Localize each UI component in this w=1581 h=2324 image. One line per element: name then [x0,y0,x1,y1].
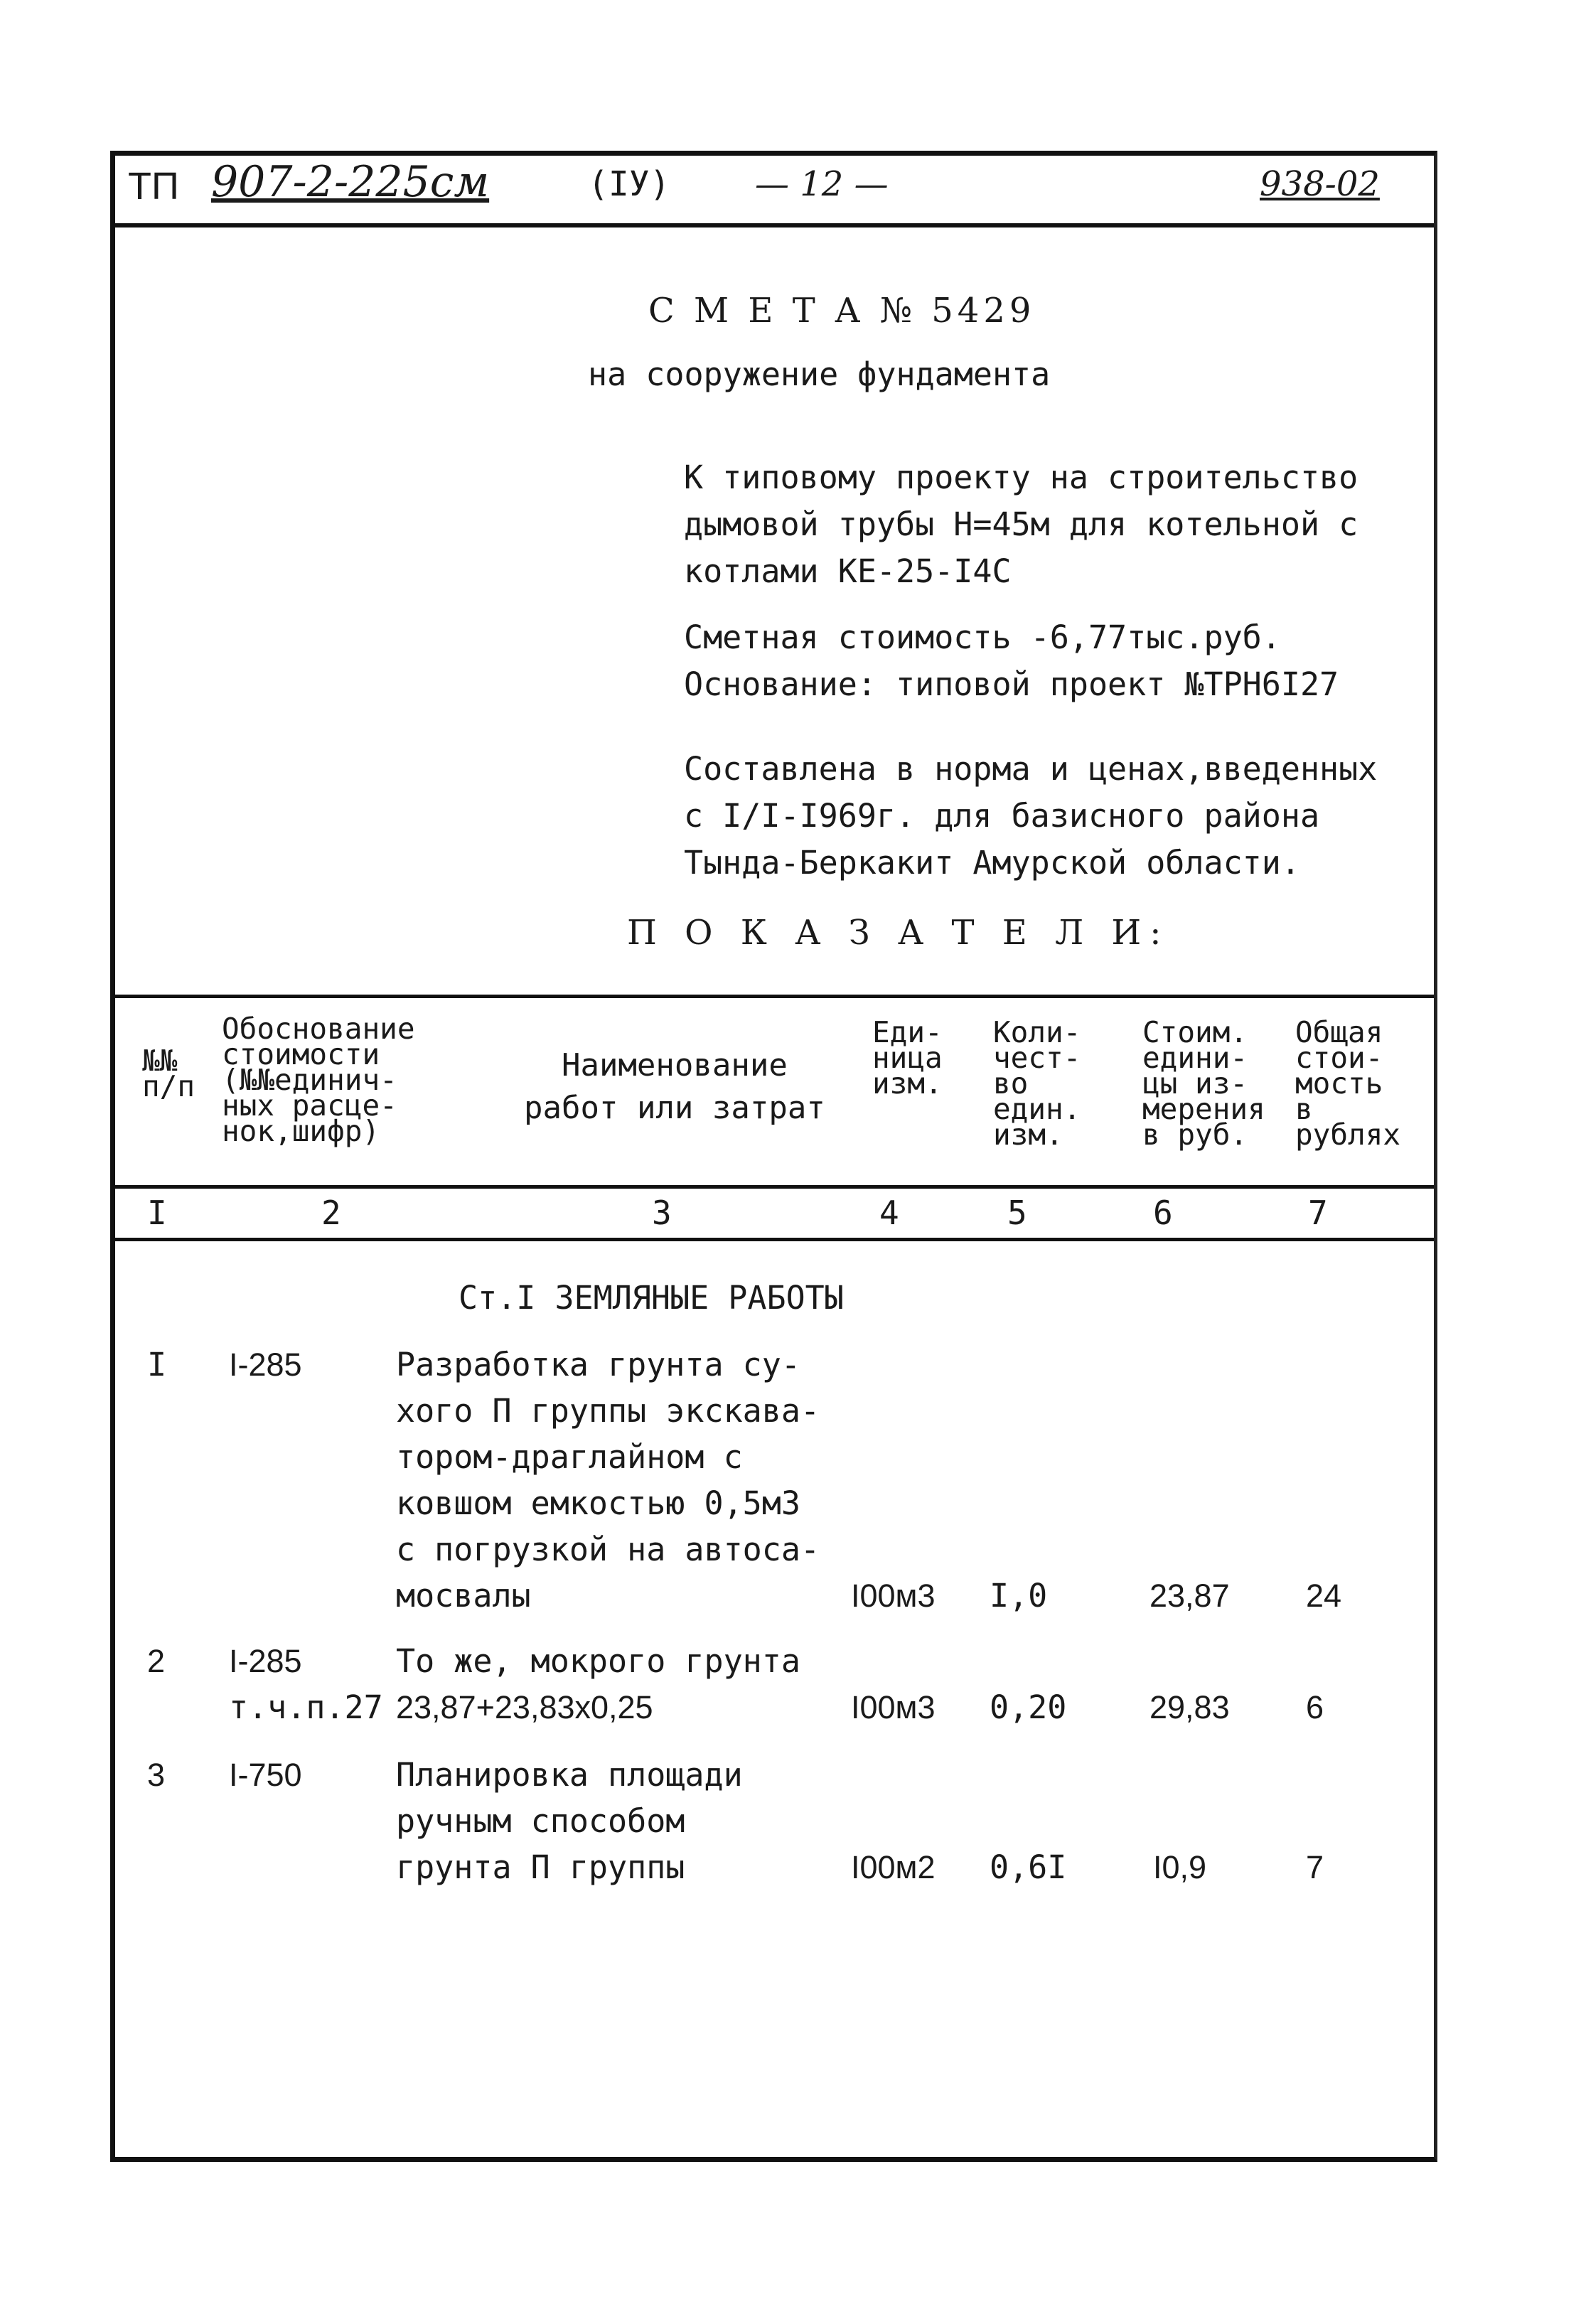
indicators-title: П О К А З А Т Е Л И: [627,913,1170,953]
project-line-3: котлами КЕ-25-I4С [684,552,1012,590]
compiled-line-2: с I/I-I969г. для базисного района [684,797,1320,835]
col-number-5: 5 [1007,1194,1027,1232]
header-prefix: ТП [128,165,179,208]
col-header-unit: Еди- ница изм. [872,1015,943,1101]
col-number-1: I [147,1194,167,1232]
header-divider [115,223,1434,227]
project-number: 907-2-225см [211,157,490,207]
col-number-6: 6 [1153,1194,1173,1232]
row1-code: I-285 [229,1346,302,1383]
col-header-total: Общая стои- мость в рублях [1295,1015,1401,1152]
table-top-rule [115,995,1434,998]
row3-desc-3: грунта П группы [396,1848,685,1886]
header-bottom-rule [115,1185,1434,1189]
volume-number: (IУ) [588,164,670,204]
project-line-1: К типовому проекту на строительство [684,459,1358,496]
row1-unit: I00м3 [851,1578,936,1614]
row3-total: 7 [1306,1849,1324,1885]
row1-desc-1: Разработка грунта су- [396,1346,800,1383]
col-header-num: №№ п/п [142,1044,195,1103]
basis-line: Основание: типовой проект №ТРН6I27 [684,665,1339,703]
estimated-cost: Сметная стоимость -6,77тыс.руб. [684,619,1281,656]
col-number-3: 3 [652,1194,672,1232]
page-number: — 12 — [755,164,889,204]
row2-unit: I00м3 [851,1689,936,1725]
row1-unit-cost: 23,87 [1149,1578,1230,1614]
col-number-4: 4 [879,1194,899,1232]
row3-num: 3 [147,1757,166,1793]
row1-desc-6: мосвалы [396,1577,531,1615]
row3-desc-2: ручным способом [396,1802,685,1840]
col-header-basis: Обоснование стоимости (№№единич- ных расце- нок,шифр) [222,1012,415,1148]
row2-desc-2: 23,87+23,83х0,25 [396,1689,653,1725]
row2-quantity: 0,20 [990,1688,1067,1726]
column-number-rule [115,1238,1434,1241]
row3-code: I-750 [229,1757,302,1793]
row2-num: 2 [147,1643,166,1679]
row3-unit-cost: I0,9 [1153,1849,1207,1885]
compiled-line-3: Тында-Беркакит Амурской области. [684,844,1300,882]
document-code: 938-02 [1260,164,1380,204]
col-header-name: Наименование работ или затрат [524,1047,825,1126]
estimate-title: С М Е Т А № 5429 [648,291,1036,331]
row3-quantity: 0,6I [990,1848,1067,1886]
row1-quantity: I,0 [990,1577,1048,1615]
row1-num: I [147,1346,167,1383]
row2-code-2: т.ч.п.27 [229,1688,383,1726]
col-header-quantity: Коли- чест- во един. изм. [993,1015,1081,1152]
col-number-2: 2 [321,1194,341,1232]
col-header-unit-cost: Стоим. едини- цы из- мерения в руб. [1142,1015,1265,1152]
row1-desc-4: ковшом емкостью 0,5м3 [396,1484,800,1522]
col-number-7: 7 [1308,1194,1328,1232]
row2-unit-cost: 29,83 [1149,1689,1230,1725]
row2-total: 6 [1306,1689,1324,1725]
project-line-2: дымовой трубы Н=45м для котельной с [684,505,1358,543]
row1-desc-3: тором-драглайном с [396,1438,743,1476]
compiled-line-1: Составлена в норма и ценах,введенных [684,750,1378,788]
row3-desc-1: Планировка площади [396,1756,743,1794]
estimate-subtitle: на сооружение фундамента [588,355,1051,393]
row2-desc-1: То же, мокрого грунта [396,1642,800,1680]
row3-unit: I00м2 [851,1849,936,1885]
document-frame [110,151,1437,2162]
section-title: Ст.I ЗЕМЛЯНЫЕ РАБОТЫ [459,1279,844,1317]
row1-desc-2: хого П группы экскава- [396,1392,820,1430]
row2-code-1: I-285 [229,1643,302,1679]
row1-desc-5: с погрузкой на автоса- [396,1531,820,1568]
row1-total: 24 [1306,1578,1342,1614]
